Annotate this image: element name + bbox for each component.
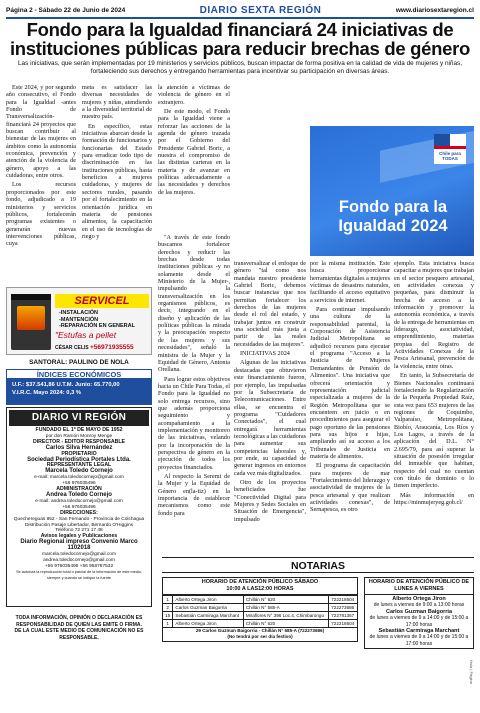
table-cell: 722781357 <box>329 612 358 620</box>
fondo-igualdad-image <box>310 126 474 256</box>
weekday-header: HORARIO DE ATENCIÓN PÚBLICO DE LUNES A VIERNES <box>364 577 474 595</box>
ad-services: -INSTALACIÓN -MANTENCIÓN -REPARACIÓN EN GENERAL <box>59 310 135 329</box>
table-cell: Chillán N° 585-A <box>243 604 328 612</box>
paragraph: Los recursos proporcionados por este fondo, adjudicado a 19 ministerios y servicios públicos, fortalecerán programas existentes o generarán nuevas intervenciones públicas, cuya <box>6 181 76 248</box>
ad-slogan: "Estufas a pellet <box>55 330 117 340</box>
paragraph: De este modo, el Fondo para la Igualdad viene a reforzar las acciones de la agenda de género trazada por el Gobierno del Presidente Gabriel Boric, a nuestra el compromiso de las distintas carteras en la materia y de avanzar en políticas adecuadamente a las necesidades y derechos de las mujeres. <box>158 108 230 196</box>
table-cell: 15 <box>163 612 173 620</box>
servicel-ad[interactable] <box>6 287 152 355</box>
table-cell: 1 <box>163 596 173 604</box>
paragraph: "A través de este fondo buscamos fortalecer derechos y reducir las brechas desde todas instituciones públicas -y no solamente desde el Ministerio de la Mujer-, impulsando la transversalización en los organismos públicos, es decir, integrando en el diseño y aplicación de las políticas públicas la mirada y la preocupación respecto de las mujeres y sus necesidades", señaló la ministra de la Mujer y la Equidad de Género, Antonia Orellana. <box>158 234 230 374</box>
table-cell: Chillán N° 620 <box>243 620 328 628</box>
table-row <box>163 620 358 628</box>
notarias-table <box>162 595 358 628</box>
ad-phone[interactable]: +56971935555 <box>90 344 134 351</box>
article-col-2 <box>82 84 152 242</box>
article-col-3 <box>158 84 230 198</box>
indices-row: U.F.: $37.541,86 U.T.M. Junio: 65.770,00 V.I.R.C. Mayo 2024: 0,3 % <box>12 382 120 396</box>
paragraph: Algunas de las iniciativas destacadas que obtuvieron este financiamiento fueron, por ejemplo, las impulsadas por la Subsecretaría de Telecomunicaciones. Entre ellas, se encuentra el programa "Cuidadores Conectados", el cual entregará herramientas tecnológicas a las cuidadoras para aumentar sus competencias laborales y, por ende, su capacidad de generar ingresos en entornos cada vez más digitalizados. <box>234 359 306 477</box>
headline-line-1: Fondo para la Igualdad financiará 24 iniciativas de <box>26 19 454 40</box>
table-cell: Sebastián Carmiraga Marchant <box>173 612 243 620</box>
paragraph: transversalizar el enfoque de género "tal como nos mandata nuestro presidente Gabriel Boric, debemos buscar instancias que nos permitan fortalecer los derechos de las mujeres desde el rol del estado, y trabajar juntos en construir una sociedad más justa a partir de las reales necesidades de las mujeres". <box>234 260 306 348</box>
weekday-table <box>364 577 474 649</box>
website-link[interactable]: www.diariosextaregion.cl <box>395 6 474 14</box>
saturday-foot: 29 Carlos Guzman Baigorria - Chillán N° 585-A (722273686) (No tendrá por ser día festivo) <box>162 628 358 642</box>
chile-para-todas-logo: Chile para TODAS <box>434 134 466 164</box>
table-cell: Miraflores N° 396 Loc.4, Chimbarongo <box>243 612 328 620</box>
table-cell: 2 <box>163 604 173 612</box>
paragraph: Otro de los proyectos beneficiados fue "Conectividad Digital para Mujeres y Sedes Sociales en Situación de Emergencia", impulsado <box>234 478 306 523</box>
headline-line-2: instituciones públicas para reducir brechas de género <box>9 38 471 59</box>
table-cell: 722273686 <box>329 604 358 612</box>
article-col-4 <box>310 260 390 554</box>
edge-code: Hola | Página <box>469 660 474 684</box>
page-date: Página 2 - Sábado 22 de Junio de 2024 <box>6 6 126 14</box>
masthead-box <box>6 407 152 607</box>
paragraph: ejemplo. Esta iniciativa busca capacitar a mujeres que trabajan en el sector pesquero artesanal, en actividades conexas y pequeñas, para disminuir la brecha de acceso a la información y promover la autonomía económica, a través de la entrega de herramientas en liderazgo, asociatividad, emprendimiento, materias propias del Registro de Actividades Conexas de la Pesca Artesanal, prevención de la violencia, entre otras. <box>394 260 474 370</box>
table-cell: Chillán N° 620 <box>243 596 328 604</box>
paragraph: Para continuar impulsando una cultura de la responsabilidad parental, la Corporación de Asistencia Judicial Metropolitana se adjudicó recursos para ejecutar el programa "Acceso a la Justicia de Mujeres Demandantes de Pensión de Alimentos". Una iniciativa que ofrecerá orientación y representación judicial especializada a mujeres de la Región Metropolitana que se encuentren en juicio o en procedimientos para asegurar el pago oportuno de las pensiones para sus hijos e hijas, ampliando así su acceso a los Tribunales de Justicia en materia de alimentos. <box>310 306 390 460</box>
table-cell: 722218604 <box>329 596 358 604</box>
ad-contact: CÉSAR CELIS +56971935555 <box>55 344 134 351</box>
article-deck: Las iniciativas, que serán implementadas por 19 ministerios y servicios públicos, buscan impactar de forma positiva en la calidad de vida de mujeres y niñas, fortaleciendo sus derechos y entregando herramientas para incentivar su participación en diversas áreas. <box>17 60 462 75</box>
economic-indices <box>6 369 152 405</box>
article-col-2b <box>158 234 230 554</box>
masthead-logo: DIARIO VI REGIÓN <box>9 410 149 426</box>
page-header <box>6 4 474 16</box>
notarias-title: NOTARIAS <box>162 557 474 573</box>
paragraph: En específico, estas iniciativas abarcan desde la formación de funcionarios y funcionarias del Estado para erradicar todo tipo de discriminación en las instituciones públicas, hasta beneficios a mujeres cuidadoras, y mujeres de sectores rurales, pasando por el fortalecimiento en la orientación jurídica en materia de pensiones alimentos, la capacitación en el uso de tecnologías de riego y <box>82 122 152 240</box>
paragraph: En tanto, la Subsecretaría de Bienes Nacionales continuará fortaleciendo la Regularización de la Pequeña Propiedad Raíz, esta vez para 653 mujeres de las regiones de Coquimbo, Valparaíso, Metropolitana, Biobío, Araucanía, Los Ríos y Los Lagos, a través de la aplicación del D.L. N° 2.695/79, para así superar la situación de posesión irregular del inmueble que habitan, respecto del cual no cuentan con título de dominio o lo tienen imperfecto. <box>394 372 474 490</box>
indices-title: ÍNDICES ECONÓMICOS <box>6 369 152 379</box>
table-row <box>163 604 358 612</box>
notarias-section <box>162 557 474 707</box>
table-cell: Alberto Ortega Jiron <box>173 596 243 604</box>
table-cell: 722218604 <box>329 620 358 628</box>
paragraph: Para lograr estos objetivos hacia un Chile Para Todas, el Fondo para la Igualdad no solo entrega recursos, sino que además proporciona seguimiento y acompañamiento a la implementación y monitoreo de las iniciativas, velando por la incorporación de la perspectiva de género en la ejecución de todos los proyectos financiados. <box>158 375 230 471</box>
article-headline <box>6 20 474 58</box>
table-cell: Alberto Ortega Jiron <box>173 620 243 628</box>
table-row <box>163 612 358 620</box>
paragraph: Este 2024, y por segundo año consecutivo, el Fondo para la Igualdad -antes Fondo de Transversalización- financiará 24 proyectos que buscan contribuir al bienestar de las mujeres en ámbitos como la autonomía económica, prevención y atención de la violencia de género, apoyo a las cuidadoras, entre otros. <box>6 84 76 180</box>
masthead-body: FUNDADO EL 1º DE MAYO DE 1952 por don Ramón Monroy Menge DIRECTOR - EDITOR RESPONSABLE Carlos Silva Hernández PROPIETARIO Sociedad Periodística Portales Ltda. REPRESENTANTE LEGAL Marcela Toledo Cornejo e-mail: marcela.toledocornejo@gmail.com +56 976035496 ADMINISTRACIÓN Andrea Toledo Cornejo e-mail: andrea.toledocornejo@gmail.com +56 976035496 DIRECCIONES: Quechereguas 852 - San Fernando - Provincia de Colchagua Distribución Pasaje Libertador, Bernardo O'Higgins Teléfono 72 271 17 48 Avisos legales y Publicaciones Diario Regional impreso Convenio Marco 1102018 marcela.toledocornejo@gmail.com andrea.toledocornejo@gmail.com +56 976035496 +56 958787532 Se autoriza la reproducción total o parcial de la información de este medio, siempre y cuando se indique la fuente <box>13 427 145 580</box>
paragraph: la atención a víctimas de violencia de género en el extranjero. <box>158 84 230 106</box>
table-cell: 1 <box>163 620 173 628</box>
ad-brand: SERVICEL <box>55 294 149 308</box>
pellet-stove-icon <box>11 294 51 350</box>
article-col-5 <box>394 260 474 554</box>
article-col-3b <box>234 260 306 554</box>
weekday-body: Alberto Ortega Jiron de lunes a viernes de 9:00 a 13:00 horas Carlos Guzman Baigorria de lunes a viernes de 9 a 14:00 y de 15:00 a 17:00 horas Sebastián Carmiraga Marchant de lunes a viernes de 9 a 14:00 y de 15:00 a 17:00 horas <box>364 595 474 649</box>
table-row <box>163 596 358 604</box>
paper-name: DIARIO SEXTA REGIÓN <box>199 4 322 16</box>
saturday-header: HORARIO DE ATENCIÓN PÚBLICO SÁBADO 10:00 A LAS12:00 HORAS <box>162 577 358 595</box>
table-cell: Carlos Guzman Baigorria <box>173 604 243 612</box>
image-caption: Fondo para la Igualdad 2024 <box>338 198 448 235</box>
section-subhead: INICIATIVAS 2024 <box>240 350 290 358</box>
santoral: SANTORAL: PAULINO DE NOLA <box>29 359 129 366</box>
more-info-link[interactable]: Más información en https://minmujeryeg.gob.cl/ <box>394 491 474 506</box>
saturday-table <box>162 577 358 642</box>
paragraph: El programa de capacitación para mujeres de mar "Fortalecimiento del liderazgo y asociatividad de mujeres de la pesca artesanal y que realizan actividades conexas", de Sernapesca, es otro <box>310 462 390 514</box>
opinion-disclaimer: TODA INFORMACIÓN, OPINIÓN O DECLARACIÓN ES RESPONSABILIDAD DE QUIEN LAS EMITE O FIRMA. DE LA CUAL ESTE MEDIO DE COMUNICACIÓN NO ES RESPONSABLE. <box>14 615 144 641</box>
paragraph: meta es satisfacer las diversas necesidades de mujeres y niñas, atendiendo a la diversidad territorial de nuestro país. <box>82 84 152 121</box>
paragraph: por la misma institución. Este busca proporcionar herramientas digitales a mujeres víctimas de desastres naturales, facilitando el acceso equitativo a servicios de internet. <box>310 260 390 304</box>
paragraph: Al respecto la Seremi de la Mujer y la Equidad de Género en(la-tiz) en la importancia de establecer mecanismos como este fondo para <box>158 473 230 517</box>
article-col-1 <box>6 84 76 250</box>
